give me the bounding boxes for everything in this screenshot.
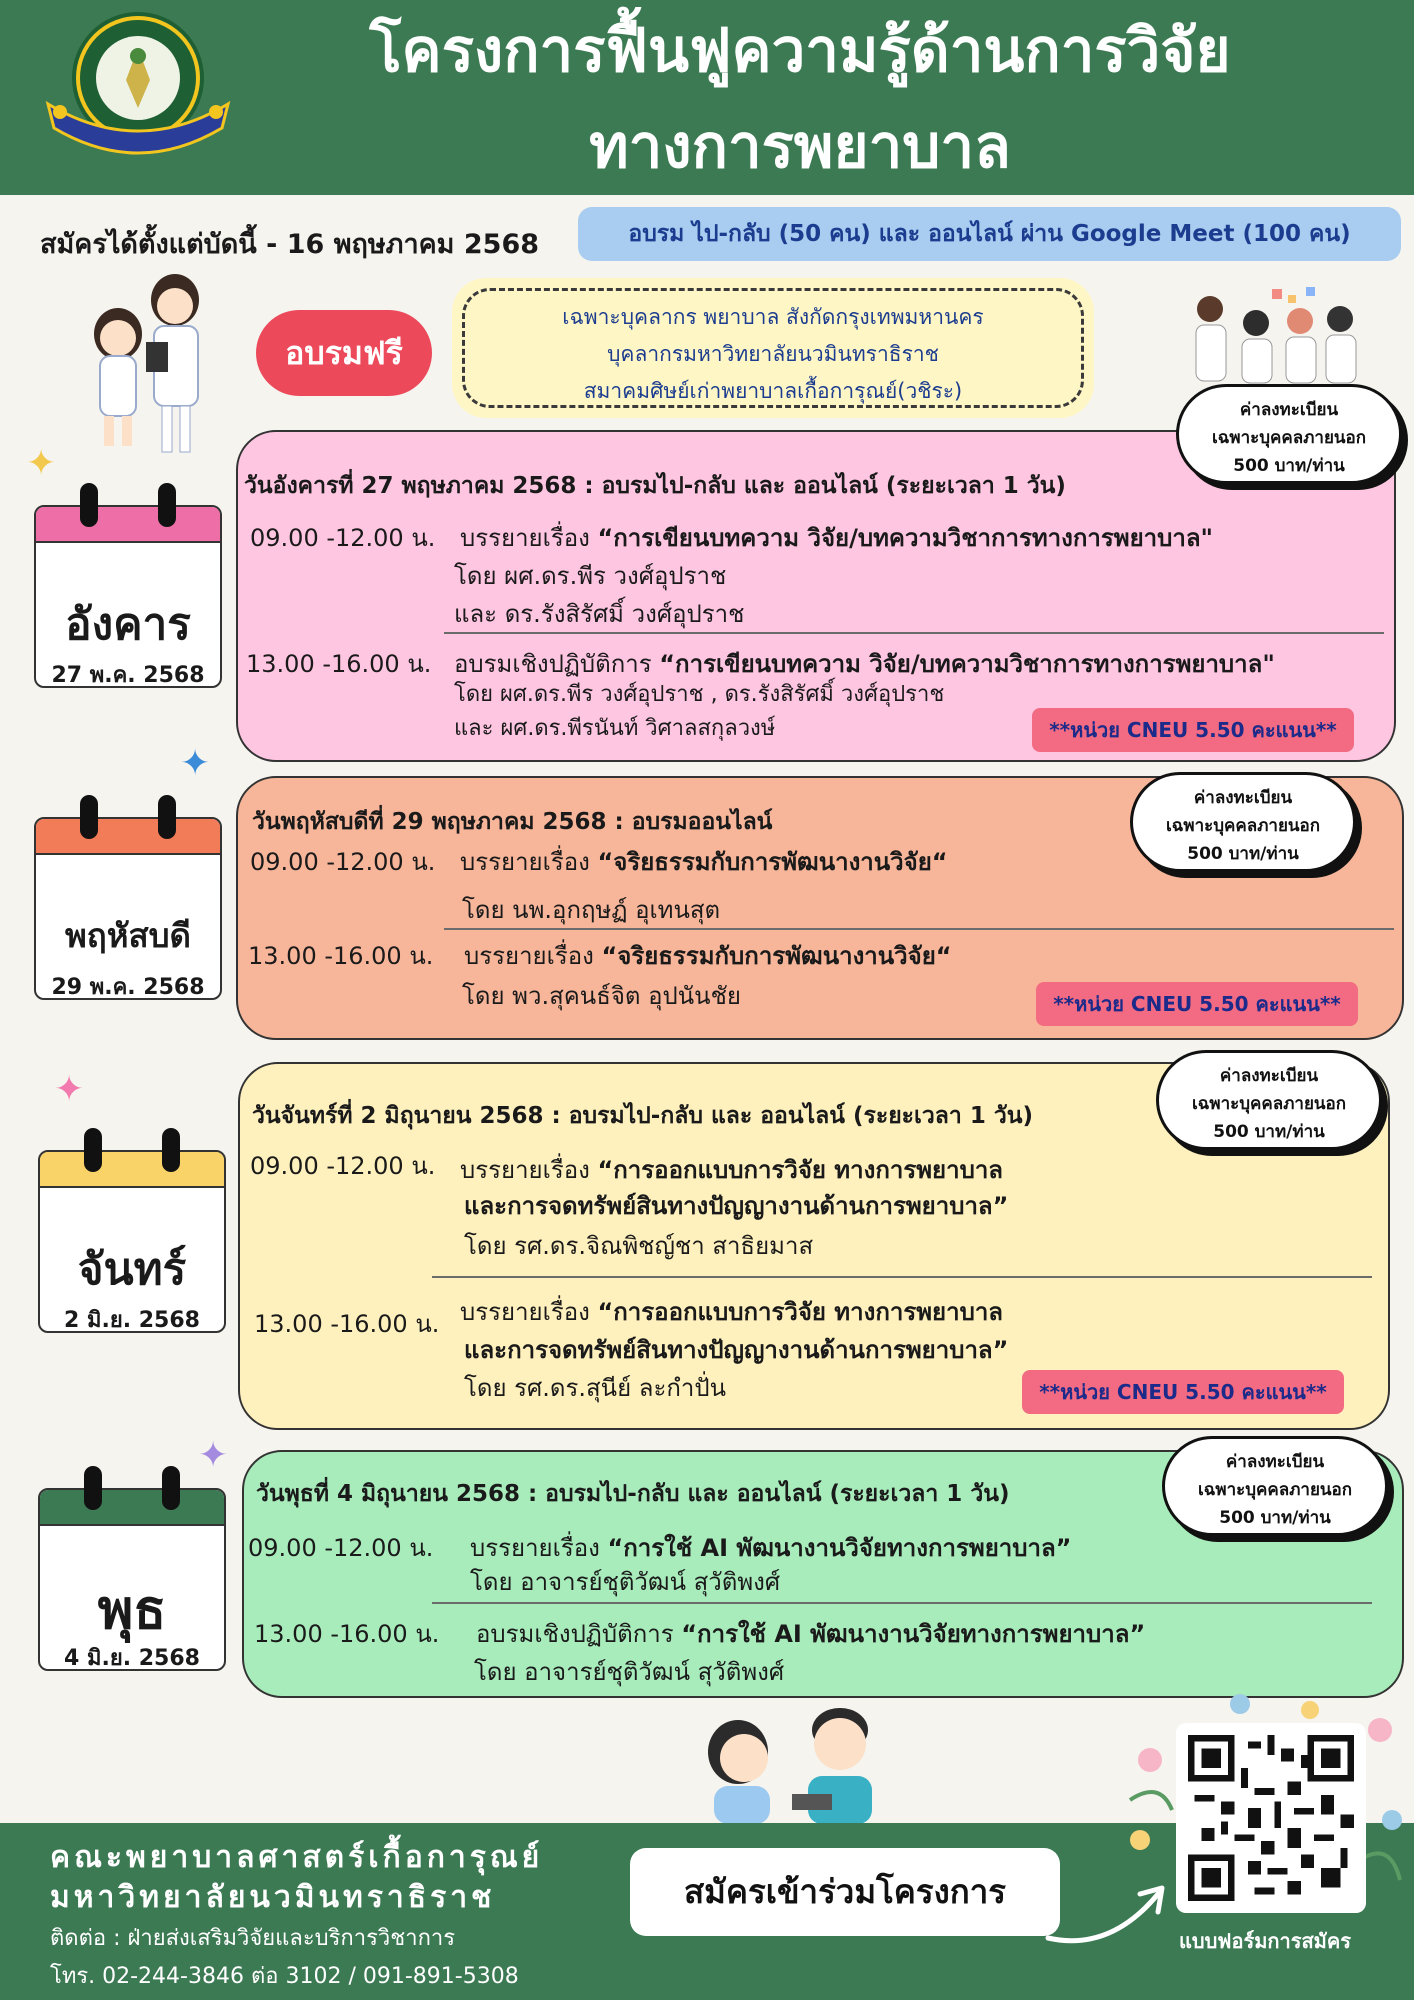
researchers-illustration [1188,285,1368,385]
students-illustration [692,1700,892,1824]
session-title: วันจันทร์ที่ 2 มิถุนายน 2568 : อบรมไป-กลับ และ ออนไลน์ (ระยะเวลา 1 วัน) [252,1103,1033,1129]
calendar-date: 2 มิ.ย. 2568 [64,1308,200,1333]
sparkle-icon: ✦ [26,443,57,484]
session-topic-am-cont: และการจดทรัพย์สินทางปัญญางานด้านการพยาบาล” [464,1192,1009,1220]
calendar-icon-thursday [34,795,222,1000]
session-topic-am: บรรยายเรื่อง “การเขียนบทความ วิจัย/บทความวิชาการทางการพยาบาล" [460,524,1214,552]
faculty-name: คณะพยาบาลศาสตร์เกื้อการุณย์ [50,1840,544,1875]
calendar-day: พุธ [97,1578,167,1641]
session-topic-am: บรรยายเรื่อง “การออกแบบการวิจัย ทางการพยาบาล [460,1156,1003,1184]
calendar-icon-monday [38,1128,226,1333]
qr-caption: แบบฟอร์มการสมัคร [1179,1929,1351,1953]
session-time-am: 09.00 -12.00 น. [250,1152,436,1180]
session-topic-pm: อบรมเชิงปฏิบัติการ “การใช้ AI พัฒนางานวิจัยทางการพยาบาล” [476,1620,1146,1648]
divider [444,632,1384,634]
session-topic-am: บรรยายเรื่อง “จริยธรรมกับการพัฒนางานวิจัย“ [460,848,948,876]
qr-code[interactable] [1176,1723,1366,1913]
calendar-day: อังคาร [65,599,191,650]
session-time-pm: 13.00 -16.00 น. [254,1310,440,1338]
registration-fee-bubble: ค่าลงทะเบียน เฉพาะบุคคลภายนอก 500 บาท/ท่าน [1156,1050,1388,1158]
session-speaker: โดย อาจารย์ชุติวัฒน์ สุวัติพงศ์ [474,1658,785,1686]
cneu-credit-badge: **หน่วย CNEU 5.50 คะแนน** [1022,1370,1344,1414]
session-topic-pm-cont: และการจดทรัพย์สินทางปัญญางานด้านการพยาบาล” [464,1336,1009,1364]
registration-fee-bubble: ค่าลงทะเบียน เฉพาะบุคคลภายนอก 500 บาท/ท่าน [1130,772,1362,880]
training-mode-banner: อบรม ไป-กลับ (50 คน) และ ออนไลน์ ผ่าน Google Meet (100 คน) [578,207,1401,261]
divider [432,1602,1372,1604]
registration-fee-bubble: ค่าลงทะเบียน เฉพาะบุคคลภายนอก 500 บาท/ท่าน [1176,384,1408,492]
sparkle-icon: ✦ [198,1435,229,1476]
session-topic-pm: อบรมเชิงปฏิบัติการ “การเขียนบทความ วิจัย/บทความวิชาการทางการพยาบาล" [454,650,1275,678]
cneu-credit-badge: **หน่วย CNEU 5.50 คะแนน** [1036,982,1358,1026]
session-title: วันอังคารที่ 27 พฤษภาคม 2568 : อบรมไป-กลับ และ ออนไลน์ (ระยะเวลา 1 วัน) [244,473,1066,499]
session-topic-pm: บรรยายเรื่อง “การออกแบบการวิจัย ทางการพยาบาล [460,1298,1003,1326]
join-project-button[interactable]: สมัครเข้าร่วมโครงการ [630,1848,1060,1936]
session-speaker: โดย อาจารย์ชุติวัฒน์ สุวัติพงศ์ [470,1568,781,1596]
session-time-pm: 13.00 -16.00 น. [254,1620,440,1648]
eligibility-line-1: เฉพาะบุคลากร พยาบาล สังกัดกรุงเทพมหานคร [562,305,984,329]
sparkle-icon: ✦ [180,743,211,784]
calendar-icon-tuesday [34,483,222,688]
session-speaker: โดย ผศ.ดร.พีร วงศ์อุปราช [454,562,727,590]
apply-period: สมัครได้ตั้งแต่บัดนี้ - 16 พฤษภาคม 2568 [40,229,540,260]
session-speaker: และ ผศ.ดร.พีรนันท์ วิศาลสกุลวงษ์ [454,716,776,741]
session-speaker: โดย รศ.ดร.สุนีย์ ละกำปั่น [464,1374,727,1402]
calendar-icon-wednesday [38,1466,226,1671]
title-line-1: โครงการฟื้นฟูความรู้ด้านการวิจัย [369,16,1231,86]
eligibility-line-2: บุคลากรมหาวิทยาลัยนวมินทราธิราช [607,342,939,366]
divider [432,1276,1372,1278]
session-topic-pm: บรรยายเรื่อง “จริยธรรมกับการพัฒนางานวิจัย“ [464,942,952,970]
cneu-credit-badge: **หน่วย CNEU 5.50 คะแนน** [1032,708,1354,752]
faculty-logo [38,8,238,163]
phone-info: โทร. 02-244-3846 ต่อ 3102 / 091-891-5308 [50,1964,519,1989]
contact-info: ติดต่อ : ฝ่ายส่งเสริมวิจัยและบริการวิชาการ [50,1926,456,1951]
calendar-date: 27 พ.ค. 2568 [51,663,205,688]
session-speaker: โดย ผศ.ดร.พีร วงศ์อุปราช , ดร.รังสิรัศมิ์ วงศ์อุปราช [454,682,945,707]
registration-fee-bubble: ค่าลงทะเบียน เฉพาะบุคคลภายนอก 500 บาท/ท่าน [1162,1436,1394,1544]
sparkle-icon: ✦ [54,1069,85,1110]
session-title: วันพุธที่ 4 มิถุนายน 2568 : อบรมไป-กลับ และ ออนไลน์ (ระยะเวลา 1 วัน) [256,1481,1010,1507]
eligibility-box [452,278,1094,418]
session-time-pm: 13.00 -16.00 น. [246,650,432,678]
session-speaker: โดย พว.สุคนธ์จิต อุปนันชัย [462,982,741,1010]
session-time-am: 09.00 -12.00 น. [248,1534,434,1562]
session-time-am: 09.00 -12.00 น. [250,524,436,552]
calendar-date: 4 มิ.ย. 2568 [64,1646,200,1671]
session-title: วันพฤหัสบดีที่ 29 พฤษภาคม 2568 : อบรมออนไลน์ [252,809,773,835]
nurses-illustration [80,272,220,462]
session-speaker: โดย รศ.ดร.จิณพิชญ์ชา สาธิยมาส [464,1232,814,1260]
session-time-pm: 13.00 -16.00 น. [248,942,434,970]
university-name: มหาวิทยาลัยนวมินทราธิราช [50,1880,496,1915]
session-speaker: และ ดร.รังสิรัศมิ์ วงศ์อุปราช [454,600,745,628]
calendar-day: พฤหัสบดี [64,916,191,955]
calendar-day: จันทร์ [77,1244,187,1295]
eligibility-line-3: สมาคมศิษย์เก่าพยาบาลเกื้อการุณย์(วชิระ) [583,379,963,403]
session-time-am: 09.00 -12.00 น. [250,848,436,876]
title-line-2: ทางการพยาบาล [589,112,1011,182]
free-training-badge: อบรมฟรี [256,310,432,396]
session-topic-am: บรรยายเรื่อง “การใช้ AI พัฒนางานวิจัยทางการพยาบาล” [470,1534,1072,1562]
divider [444,928,1394,930]
qr-code-pattern [1188,1735,1354,1901]
session-speaker: โดย นพ.อุกฤษฏ์ อุเทนสุต [462,896,721,924]
calendar-date: 29 พ.ค. 2568 [51,975,205,1000]
